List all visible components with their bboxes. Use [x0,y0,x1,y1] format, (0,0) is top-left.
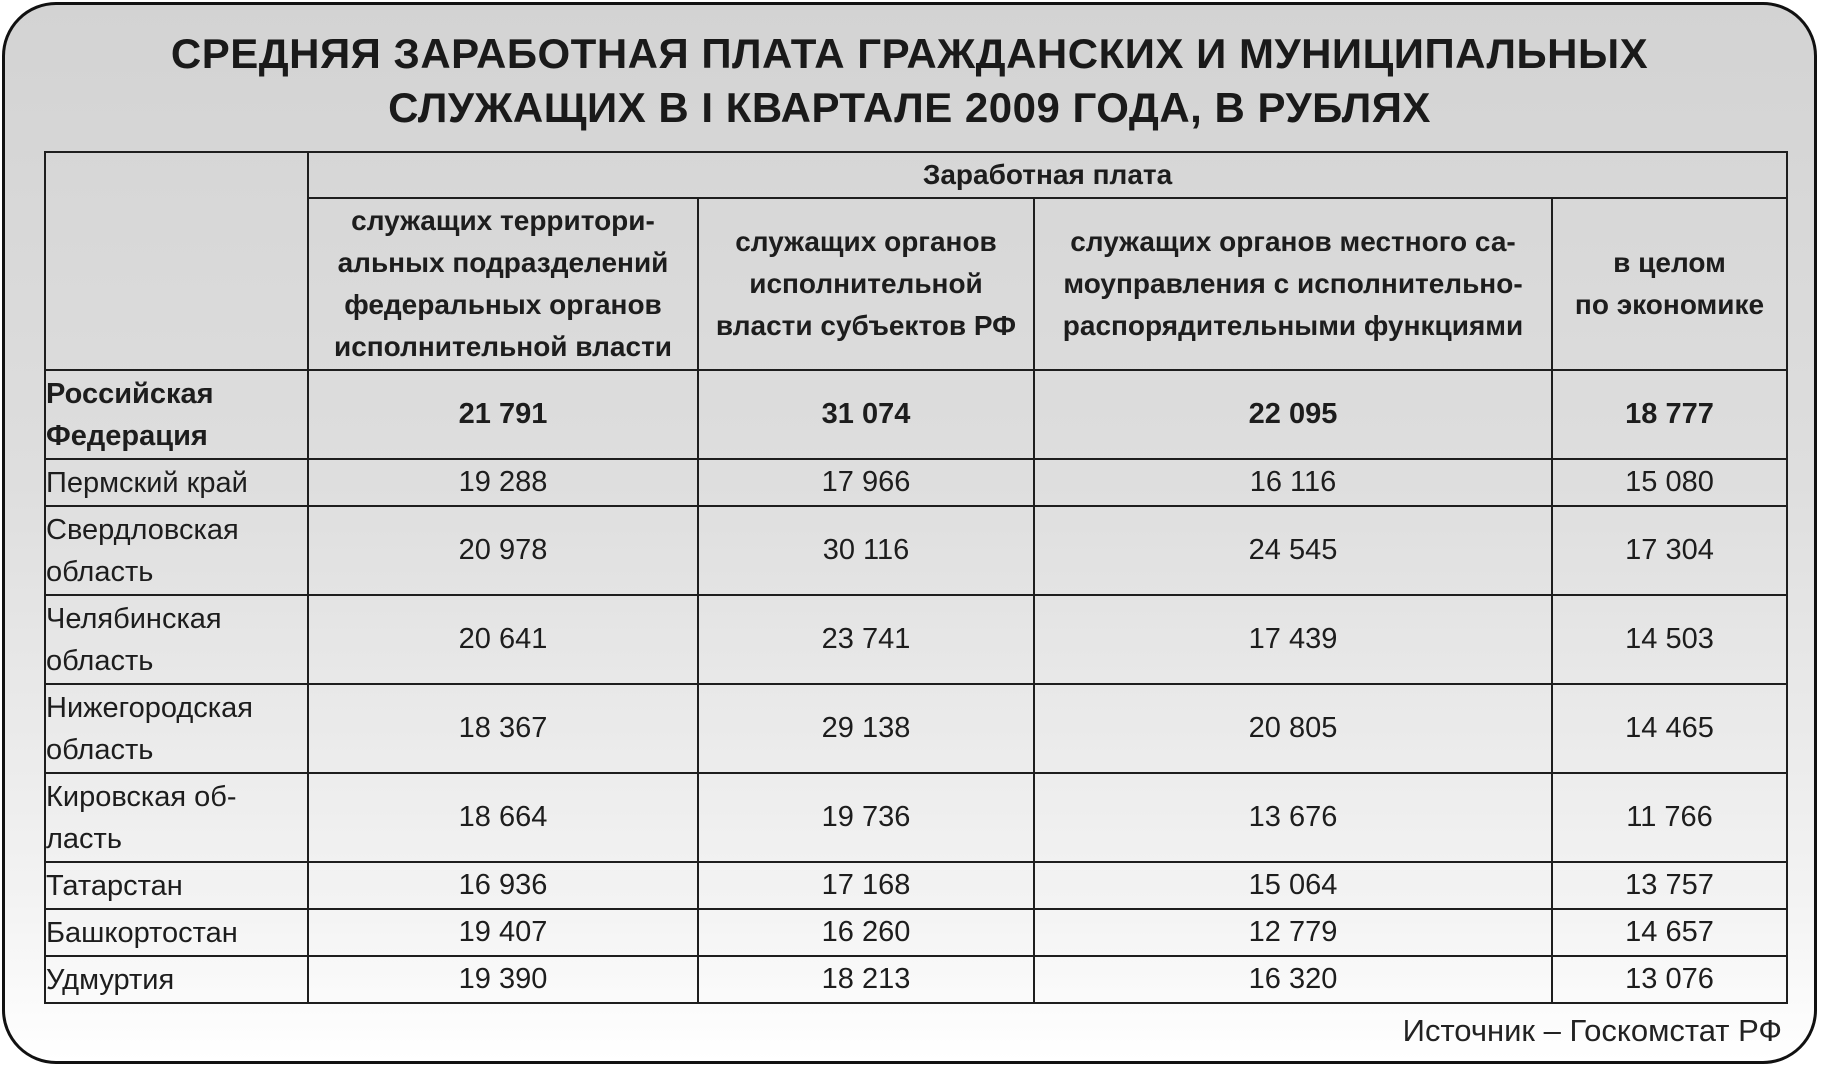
value-cell: 17 439 [1034,595,1552,684]
value-cell: 22 095 [1034,370,1552,459]
value-cell: 15 080 [1552,459,1787,506]
value-cell: 17 966 [698,459,1034,506]
table-corner-cell [45,152,308,370]
page-title [5,27,1814,135]
value-cell: 16 116 [1034,459,1552,506]
value-cell: 13 757 [1552,862,1787,909]
table-row [45,506,1787,595]
column-header-municipal: служащих органов местного са- моуправления с исполнительно- распорядительными функциями [1034,198,1552,370]
value-cell: 17 304 [1552,506,1787,595]
table-row [45,595,1787,684]
value-cell: 16 936 [308,862,698,909]
table-row-total [45,370,1787,459]
region-name: Челябинская область [45,595,308,684]
value-cell: 19 390 [308,956,698,1003]
salary-table [44,151,1788,1004]
title-line-1: СРЕДНЯЯ ЗАРАБОТНАЯ ПЛАТА ГРАЖДАНСКИХ И МУНИЦИПАЛЬНЫХ [170,30,1649,77]
region-name: Татарстан [45,862,308,909]
value-cell: 12 779 [1034,909,1552,956]
value-cell: 18 777 [1552,370,1787,459]
value-cell: 14 465 [1552,684,1787,773]
source-note: Источник – Госкомстат РФ [1402,1013,1782,1048]
table-row [45,909,1787,956]
region-name: Свердловская область [45,506,308,595]
value-cell: 19 288 [308,459,698,506]
region-name: Кировская об- ласть [45,773,308,862]
value-cell: 17 168 [698,862,1034,909]
table-row [45,956,1787,1003]
value-cell: 18 213 [698,956,1034,1003]
value-cell: 19 407 [308,909,698,956]
column-header-economy: в целом по экономике [1552,198,1787,370]
value-cell: 13 076 [1552,956,1787,1003]
value-cell: 21 791 [308,370,698,459]
table-row [45,459,1787,506]
column-header-federal: служащих территори- альных подразделений федеральных органов исполнительной власти [308,198,698,370]
value-cell: 13 676 [1034,773,1552,862]
value-cell: 31 074 [698,370,1034,459]
region-name: Башкортостан [45,909,308,956]
value-cell: 24 545 [1034,506,1552,595]
value-cell: 14 657 [1552,909,1787,956]
region-name: Удмуртия [45,956,308,1003]
region-name: Пермский край [45,459,308,506]
value-cell: 18 367 [308,684,698,773]
value-cell: 20 805 [1034,684,1552,773]
title-line-2: СЛУЖАЩИХ В I КВАРТАЛЕ 2009 ГОДА, В РУБЛЯХ [388,84,1431,131]
infographic-panel [2,2,1817,1064]
table-row [45,773,1787,862]
region-name: Нижегородская область [45,684,308,773]
region-name: Российская Федерация [45,370,308,459]
value-cell: 11 766 [1552,773,1787,862]
value-cell: 20 641 [308,595,698,684]
value-cell: 20 978 [308,506,698,595]
value-cell: 29 138 [698,684,1034,773]
table-row [45,684,1787,773]
value-cell: 18 664 [308,773,698,862]
column-header-regional: служащих органов исполнительной власти субъектов РФ [698,198,1034,370]
value-cell: 14 503 [1552,595,1787,684]
group-header: Заработная плата [308,152,1787,198]
value-cell: 16 260 [698,909,1034,956]
value-cell: 16 320 [1034,956,1552,1003]
value-cell: 30 116 [698,506,1034,595]
table-row [45,862,1787,909]
value-cell: 23 741 [698,595,1034,684]
value-cell: 15 064 [1034,862,1552,909]
value-cell: 19 736 [698,773,1034,862]
